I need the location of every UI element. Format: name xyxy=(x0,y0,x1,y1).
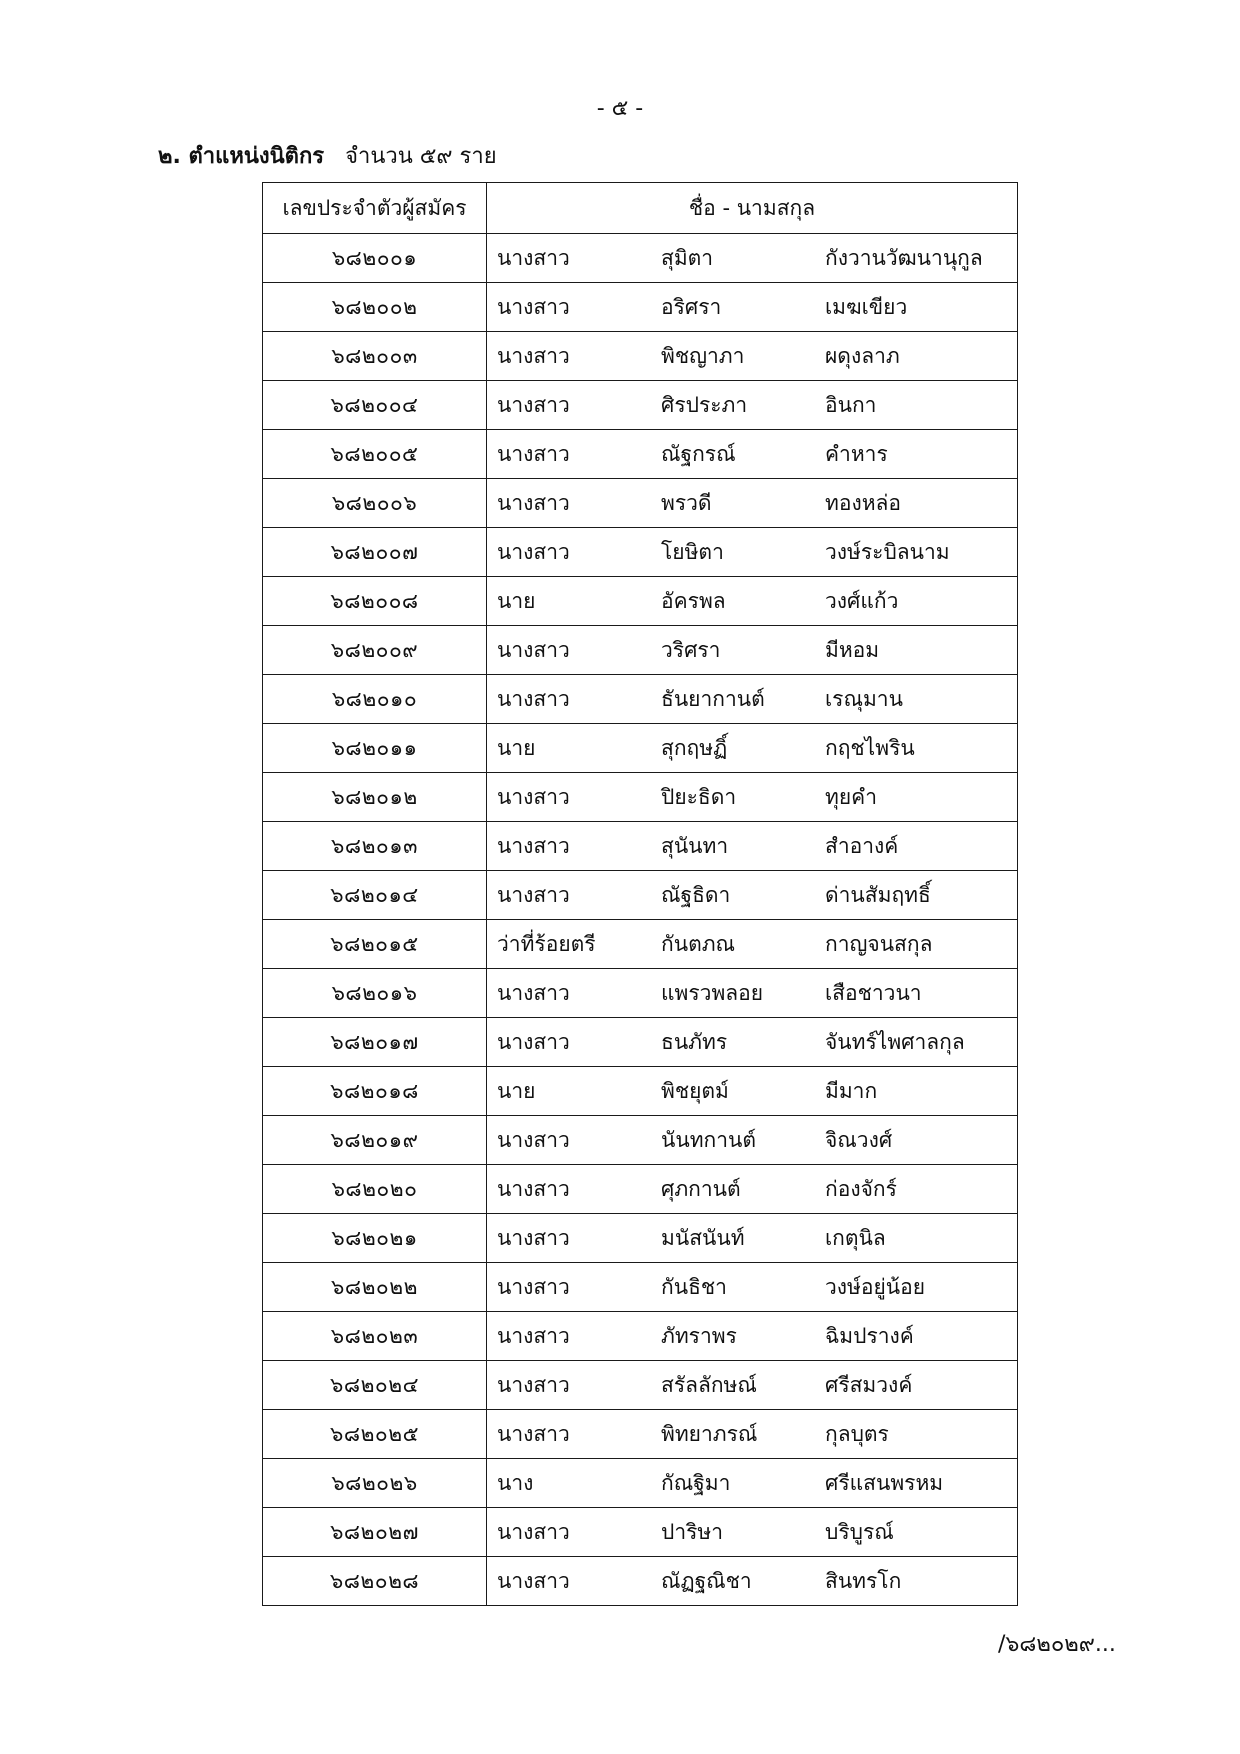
name-title: นางสาว xyxy=(497,1127,570,1152)
table-row xyxy=(263,1116,1018,1165)
applicant-name xyxy=(487,1214,1018,1263)
applicant-name xyxy=(487,1557,1018,1606)
name-title: นางสาว xyxy=(497,343,570,368)
applicant-id: ๖๘๒๐๐๒ xyxy=(263,283,487,332)
last-name: ฉิมปรางค์ xyxy=(825,1323,914,1348)
first-name: โยษิตา xyxy=(661,539,724,564)
last-name: กาญจนสกุล xyxy=(825,931,933,956)
continuation-marker: /๖๘๒๐๒๙... xyxy=(998,1632,1116,1657)
last-name: เกตุนิล xyxy=(825,1225,886,1250)
applicant-name xyxy=(487,920,1018,969)
applicant-name xyxy=(487,577,1018,626)
name-title: นางสาว xyxy=(497,441,570,466)
table-row xyxy=(263,1067,1018,1116)
applicant-name xyxy=(487,1263,1018,1312)
name-title: นางสาว xyxy=(497,637,570,662)
applicant-id: ๖๘๒๐๐๖ xyxy=(263,479,487,528)
last-name: จันทร์ไพศาลกุล xyxy=(825,1029,965,1054)
first-name: ภัทราพร xyxy=(661,1323,737,1348)
first-name: วริศรา xyxy=(661,637,721,662)
table-row xyxy=(263,479,1018,528)
applicant-name xyxy=(487,528,1018,577)
name-title: นางสาว xyxy=(497,1274,570,1299)
first-name: ศิรประภา xyxy=(661,392,748,417)
name-title: นางสาว xyxy=(497,1372,570,1397)
last-name: ด่านสัมฤทธิ์ xyxy=(825,882,931,907)
first-name: กันธิชา xyxy=(661,1274,727,1299)
last-name: เมฆเขียว xyxy=(825,294,908,319)
last-name: เสือชาวนา xyxy=(825,980,922,1005)
last-name: เรณุมาน xyxy=(825,686,903,711)
last-name: จิณวงศ์ xyxy=(825,1127,893,1152)
applicant-id: ๖๘๒๐๒๐ xyxy=(263,1165,487,1214)
applicant-name xyxy=(487,1018,1018,1067)
last-name: สำอางค์ xyxy=(825,833,899,858)
last-name: อินกา xyxy=(825,392,877,417)
applicant-id: ๖๘๒๐๑๒ xyxy=(263,773,487,822)
applicant-id: ๖๘๒๐๒๔ xyxy=(263,1361,487,1410)
name-title: นางสาว xyxy=(497,1225,570,1250)
first-name: สุกฤษฏิ์ xyxy=(661,735,728,760)
table-row xyxy=(263,773,1018,822)
applicant-id: ๖๘๒๐๑๑ xyxy=(263,724,487,773)
name-title: นาย xyxy=(497,588,536,613)
name-title: นาง xyxy=(497,1470,534,1495)
applicant-id: ๖๘๒๐๑๙ xyxy=(263,1116,487,1165)
first-name: สุมิตา xyxy=(661,245,714,270)
last-name: กังวานวัฒนานุกูล xyxy=(825,245,983,270)
applicant-name xyxy=(487,1165,1018,1214)
applicant-id: ๖๘๒๐๑๘ xyxy=(263,1067,487,1116)
applicant-name xyxy=(487,1116,1018,1165)
applicant-name xyxy=(487,234,1018,283)
applicant-id: ๖๘๒๐๑๖ xyxy=(263,969,487,1018)
page-number: - ๕ - xyxy=(596,96,644,121)
first-name: กัณฐิมา xyxy=(661,1470,731,1495)
first-name: สุนันทา xyxy=(661,833,729,858)
applicant-name xyxy=(487,773,1018,822)
applicant-name xyxy=(487,430,1018,479)
table-row xyxy=(263,1214,1018,1263)
table-row xyxy=(263,1459,1018,1508)
applicant-name xyxy=(487,969,1018,1018)
first-name: ณัฐกรณ์ xyxy=(661,441,736,466)
header-applicant-id: เลขประจำตัวผู้สมัคร xyxy=(263,183,487,234)
last-name: วงศ์แก้ว xyxy=(825,588,899,613)
table-row xyxy=(263,577,1018,626)
table-row xyxy=(263,724,1018,773)
table-row xyxy=(263,1361,1018,1410)
last-name: มีมาก xyxy=(825,1078,878,1103)
applicant-name xyxy=(487,283,1018,332)
applicant-name xyxy=(487,1508,1018,1557)
name-title: นางสาว xyxy=(497,1519,570,1544)
applicant-id: ๖๘๒๐๑๓ xyxy=(263,822,487,871)
table-row xyxy=(263,528,1018,577)
name-title: นาย xyxy=(497,1078,536,1103)
first-name: แพรวพลอย xyxy=(661,980,764,1005)
first-name: พิทยาภรณ์ xyxy=(661,1421,758,1446)
last-name: มีหอม xyxy=(825,637,880,662)
first-name: อัครพล xyxy=(661,588,726,613)
applicant-name xyxy=(487,479,1018,528)
table-row xyxy=(263,1018,1018,1067)
applicant-id: ๖๘๒๐๒๑ xyxy=(263,1214,487,1263)
name-title: นางสาว xyxy=(497,686,570,711)
name-title: นางสาว xyxy=(497,1176,570,1201)
table-row xyxy=(263,675,1018,724)
applicant-name xyxy=(487,381,1018,430)
last-name: วงษ์ระบิลนาม xyxy=(825,539,950,564)
last-name: ผดุงลาภ xyxy=(825,343,900,368)
name-title: นางสาว xyxy=(497,1568,570,1593)
table-row xyxy=(263,1263,1018,1312)
table-row xyxy=(263,920,1018,969)
last-name: กุลบุตร xyxy=(825,1421,889,1446)
first-name: สรัลลักษณ์ xyxy=(661,1372,757,1397)
name-title: นางสาว xyxy=(497,1323,570,1348)
applicant-id: ๖๘๒๐๐๑ xyxy=(263,234,487,283)
table-row xyxy=(263,871,1018,920)
name-title: นางสาว xyxy=(497,1029,570,1054)
table-row xyxy=(263,332,1018,381)
table-header-row xyxy=(263,183,1018,234)
applicant-name xyxy=(487,724,1018,773)
applicant-id: ๖๘๒๐๑๐ xyxy=(263,675,487,724)
applicant-id: ๖๘๒๐๑๕ xyxy=(263,920,487,969)
applicant-name xyxy=(487,626,1018,675)
first-name: นันทกานต์ xyxy=(661,1127,757,1152)
table-row xyxy=(263,1557,1018,1606)
applicant-id: ๖๘๒๐๑๗ xyxy=(263,1018,487,1067)
name-title: นางสาว xyxy=(497,784,570,809)
applicant-id: ๖๘๒๐๐๗ xyxy=(263,528,487,577)
table-row xyxy=(263,1508,1018,1557)
first-name: พิชญาภา xyxy=(661,343,745,368)
name-title: นางสาว xyxy=(497,833,570,858)
table-row xyxy=(263,822,1018,871)
name-title: นาย xyxy=(497,735,536,760)
first-name: พรวดี xyxy=(661,490,712,515)
name-title: นางสาว xyxy=(497,1421,570,1446)
table-row xyxy=(263,1410,1018,1459)
name-title: นางสาว xyxy=(497,490,570,515)
first-name: ณัฏฐณิชา xyxy=(661,1568,752,1593)
table-row xyxy=(263,283,1018,332)
table-row xyxy=(263,969,1018,1018)
first-name: ปิยะธิดา xyxy=(661,784,737,809)
applicant-id: ๖๘๒๐๒๗ xyxy=(263,1508,487,1557)
applicant-name xyxy=(487,675,1018,724)
table-row xyxy=(263,234,1018,283)
applicant-id: ๖๘๒๐๒๕ xyxy=(263,1410,487,1459)
position-title: ๒. ตำแหน่งนิติกร xyxy=(158,144,325,169)
name-title: นางสาว xyxy=(497,539,570,564)
last-name: กฤชไพริน xyxy=(825,735,915,760)
applicant-id: ๖๘๒๐๐๙ xyxy=(263,626,487,675)
applicant-name xyxy=(487,1067,1018,1116)
first-name: กันตภณ xyxy=(661,931,736,956)
applicant-count: จำนวน ๕๙ ราย xyxy=(345,144,497,169)
name-title: นางสาว xyxy=(497,980,570,1005)
first-name: อริศรา xyxy=(661,294,722,319)
table-row xyxy=(263,1312,1018,1361)
last-name: ทุยคำ xyxy=(825,784,877,809)
last-name: ทองหล่อ xyxy=(825,490,902,515)
name-title: นางสาว xyxy=(497,245,570,270)
applicant-table xyxy=(262,182,1018,1606)
name-title: ว่าที่ร้อยตรี xyxy=(497,931,596,956)
applicant-id: ๖๘๒๐๑๔ xyxy=(263,871,487,920)
applicant-id: ๖๘๒๐๐๓ xyxy=(263,332,487,381)
table-body xyxy=(263,234,1018,1606)
applicant-name xyxy=(487,1361,1018,1410)
name-title: นางสาว xyxy=(497,882,570,907)
first-name: ธันยากานต์ xyxy=(661,686,765,711)
table-row xyxy=(263,626,1018,675)
last-name: วงษ์อยู่น้อย xyxy=(825,1274,926,1299)
applicant-name xyxy=(487,822,1018,871)
applicant-id: ๖๘๒๐๒๘ xyxy=(263,1557,487,1606)
last-name: ก่องจักร์ xyxy=(825,1176,897,1201)
applicant-id: ๖๘๒๐๐๔ xyxy=(263,381,487,430)
first-name: ณัฐธิดา xyxy=(661,882,731,907)
last-name: สินทรโก xyxy=(825,1568,902,1593)
name-title: นางสาว xyxy=(497,294,570,319)
applicant-name xyxy=(487,332,1018,381)
applicant-name xyxy=(487,1410,1018,1459)
first-name: ศุภกานต์ xyxy=(661,1176,741,1201)
last-name: บริบูรณ์ xyxy=(825,1519,894,1544)
table-row xyxy=(263,430,1018,479)
applicant-name xyxy=(487,1459,1018,1508)
header-full-name: ชื่อ - นามสกุล xyxy=(487,183,1018,234)
applicant-name xyxy=(487,871,1018,920)
last-name: คำหาร xyxy=(825,441,888,466)
applicant-id: ๖๘๒๐๒๒ xyxy=(263,1263,487,1312)
applicant-id: ๖๘๒๐๒๓ xyxy=(263,1312,487,1361)
table-row xyxy=(263,381,1018,430)
last-name: ศรีสมวงค์ xyxy=(825,1372,913,1397)
table-row xyxy=(263,1165,1018,1214)
applicant-id: ๖๘๒๐๐๘ xyxy=(263,577,487,626)
section-heading xyxy=(158,138,497,173)
name-title: นางสาว xyxy=(497,392,570,417)
first-name: มนัสนันท์ xyxy=(661,1225,745,1250)
applicant-name xyxy=(487,1312,1018,1361)
first-name: ธนภัทร xyxy=(661,1029,728,1054)
first-name: ปาริษา xyxy=(661,1519,724,1544)
applicant-id: ๖๘๒๐๐๕ xyxy=(263,430,487,479)
applicant-id: ๖๘๒๐๒๖ xyxy=(263,1459,487,1508)
first-name: พิชยุตม์ xyxy=(661,1078,729,1103)
last-name: ศรีแสนพรหม xyxy=(825,1470,944,1495)
